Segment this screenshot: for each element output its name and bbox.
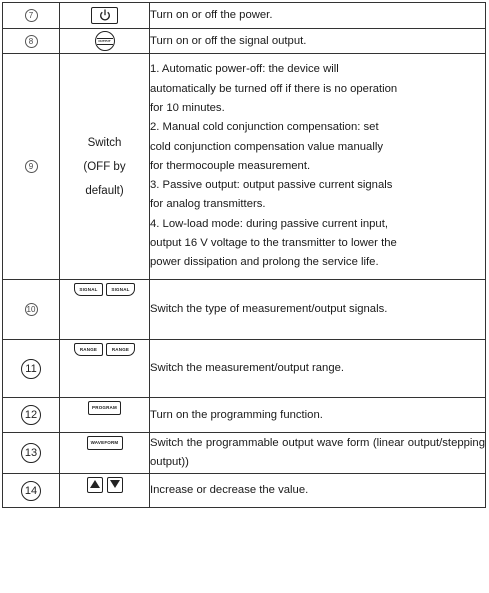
switch-label-line: (OFF by xyxy=(83,160,126,173)
row-number: 14 xyxy=(21,481,41,501)
table-row xyxy=(3,398,486,433)
key-cell xyxy=(60,474,150,508)
row-number: 12 xyxy=(21,405,41,425)
range-right-button: RANGE xyxy=(106,343,135,356)
table-row xyxy=(3,280,486,340)
power-button xyxy=(91,7,118,24)
row-number: 10 xyxy=(25,303,38,316)
signal-left-button: SIGNAL xyxy=(74,283,103,296)
switch-description: 1. Automatic power-off: the device will automatically be turned off if there is no operation for 10 minutes. 2. Manual cold conjunction compensation: set cold conjunction compensation value manually for thermocouple measurement. 3. Passive output: output passive current signals for analog transmitters. 4. Low-load mode: during passive current input, output 16 V voltage to the transmitter to lower the power dissipation and prolong the service life. xyxy=(150,54,486,280)
table-row xyxy=(3,474,486,508)
row-description: Turn on the programming function. xyxy=(150,398,486,433)
range-left-button: RANGE xyxy=(74,343,103,356)
row-number: 9 xyxy=(25,160,38,173)
row-description: Turn on or off the signal output. xyxy=(150,29,486,54)
row-description: Increase or decrease the value. xyxy=(150,474,486,508)
switch-label-line: Switch xyxy=(87,136,122,149)
row-description: Switch the measurement/output range. xyxy=(150,340,486,398)
down-arrow-icon xyxy=(107,477,123,493)
switch-label-line: default) xyxy=(85,184,124,197)
key-cell xyxy=(60,29,150,54)
key-description-table xyxy=(2,2,486,508)
program-button: PROGRAM xyxy=(88,401,121,415)
table-row xyxy=(3,54,486,280)
key-cell xyxy=(60,398,150,433)
key-cell xyxy=(60,340,150,398)
row-number: 7 xyxy=(25,9,38,22)
table-row xyxy=(3,3,486,29)
table-row xyxy=(3,433,486,474)
signal-right-button: SIGNAL xyxy=(106,283,135,296)
row-description: Switch the programmable output wave form (linear output/stepping output)) xyxy=(150,433,486,474)
power-icon xyxy=(98,9,112,22)
row-description: Switch the type of measurement/output signals. xyxy=(150,280,486,340)
table-row xyxy=(3,340,486,398)
key-cell xyxy=(60,280,150,340)
key-cell xyxy=(60,433,150,474)
table-row xyxy=(3,29,486,54)
waveform-button: WAVEFORM xyxy=(87,436,123,450)
row-number: 11 xyxy=(21,359,41,379)
up-arrow-icon xyxy=(87,477,103,493)
output-button-icon: OUTPUT xyxy=(95,31,115,51)
row-description: Turn on or off the power. xyxy=(150,3,486,29)
row-number: 13 xyxy=(21,443,41,463)
switch-cell xyxy=(60,54,150,280)
row-number: 8 xyxy=(25,35,38,48)
key-cell xyxy=(60,3,150,29)
